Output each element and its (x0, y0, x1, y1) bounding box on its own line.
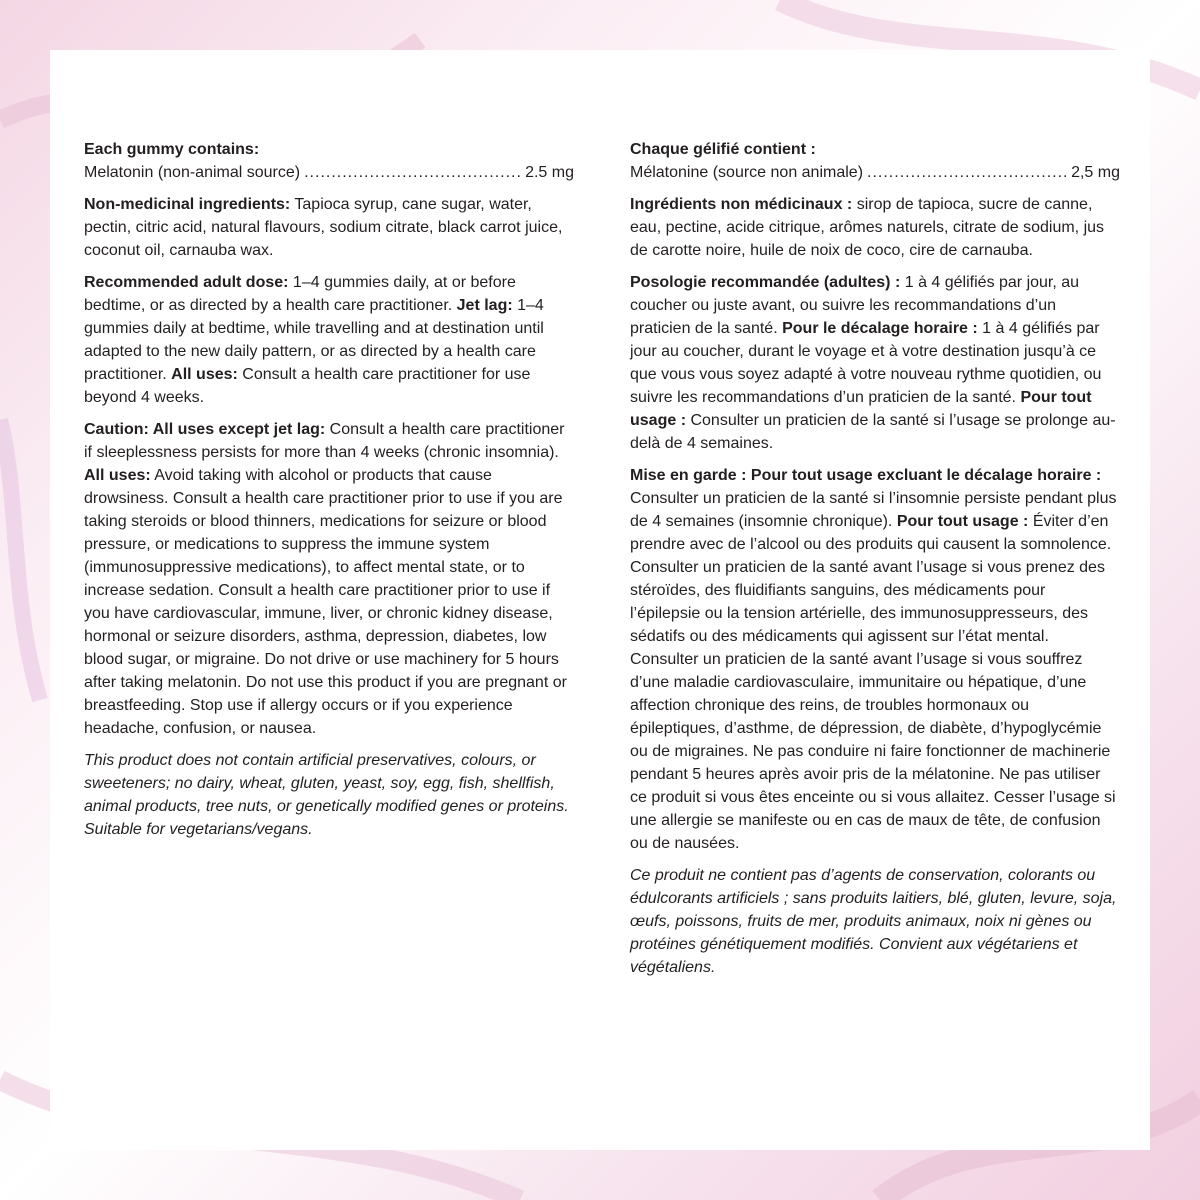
caution-alluses-text-fr: Éviter d’en prendre avec de l’alcool ou des produits qui causent la somnolence. Consulter un praticien de la santé avant l’usage si vous prenez des stéroïdes, des fluidifiants sanguins, des médicaments pour l’épilepsie ou la tension artérielle, des immunosuppresseurs, des sédatifs ou des médicaments qui agissent sur l’état mental. Consulter un praticien de la santé avant l’usage si vous souffrez d’une maladie cardiovasculaire, immunitaire ou hépatique, d’une affection chronique des reins, de troubles hormonaux ou épileptiques, d’asthme, de dépression, de diabète, d’hypoglycémie ou de migraines. Ne pas conduire ni faire fonctionner de machinerie pendant 5 heures après avoir pris de la mélatonine. Ne pas utiliser ce produit si vous êtes enceinte ou si vous allaitez. Cesser l’usage si une allergie se manifeste ou en cas de maux de tête, de confusion ou de nausées. (630, 513, 1116, 852)
medicinal-ingredient-row (84, 161, 574, 184)
nonmedicinal-paragraph-fr (630, 193, 1120, 262)
caution-label-fr: Mise en garde : Pour tout usage excluant le décalage horaire : (630, 467, 1102, 484)
caution-label: Caution: All uses except jet lag: (84, 421, 326, 438)
caution-paragraph (84, 418, 574, 740)
dose-label: Recommended adult dose: (84, 274, 289, 291)
caution-alluses-label: All uses: (84, 467, 151, 484)
dose-paragraph (84, 271, 574, 409)
jetlag-text-fr: 1 à 4 gélifiés par jour au coucher, durant le voyage et à votre destination jusqu’à ce que vous vous soyez adapté à votre nouveau rythme quotidien, ou suivre les recommandations d’un praticien de la santé. (630, 320, 1102, 406)
jetlag-label-fr: Pour le décalage horaire : (782, 320, 978, 337)
caution-paragraph-fr (630, 464, 1120, 855)
dot-leader (304, 161, 521, 184)
alluses-label-fr: Pour tout usage : (630, 389, 1092, 429)
contains-section-fr (630, 138, 1120, 184)
caution-text: Consult a health care practitioner if sleeplessness persists for more than 4 weeks (chronic insomnia). (84, 421, 565, 461)
alluses-text: Consult a health care practitioner for use beyond 4 weeks. (84, 366, 531, 406)
dot-leader-fr (867, 161, 1067, 184)
dose-text: 1–4 gummies daily, at or before bedtime, or as directed by a health care practitioner. (84, 274, 516, 314)
alluses-label: All uses: (171, 366, 238, 383)
nonmedicinal-label-fr: Ingrédients non médicinaux : (630, 196, 853, 213)
nonmedicinal-label: Non-medicinal ingredients: (84, 196, 291, 213)
dose-paragraph-fr (630, 271, 1120, 455)
caution-alluses-text: Avoid taking with alcohol or products that cause drowsiness. Consult a health care practitioner prior to use if you are taking steroids or blood thinners, medications for seizure or blood pressure, or medications to suppress the immune system (immunosuppressive medications), to affect mental state, or to increase sedation. Consult a health care practitioner prior to use if you have cardiovascular, immune, liver, or chronic kidney disease, hormonal or seizure disorders, asthma, depression, diabetes, low blood sugar, or migraine. Do not drive or use machinery for 5 hours after taking melatonin. Do not use this product if you are pregnant or breastfeeding. Stop use if allergy occurs or if you experience headache, confusion, or nausea. (84, 467, 567, 737)
alluses-text-fr: Consulter un praticien de la santé si l’usage se prolonge au-delà de 4 semaines. (630, 412, 1116, 452)
english-column (84, 138, 574, 850)
medicinal-ingredient-amount: 2.5 mg (525, 164, 574, 181)
free-from-statement-fr: Ce produit ne contient pas d’agents de conservation, colorants ou édulcorants artificiels ; sans produits laitiers, blé, gluten, levure, soja, œufs, poissons, fruits de mer, produits animaux, noix ni gènes ou protéines génétiquement modifiés. Convient aux végétariens et végétaliens. (630, 867, 1117, 976)
jetlag-label: Jet lag: (456, 297, 513, 314)
medicinal-ingredient-name-fr: Mélatonine (source non animale) (630, 164, 864, 181)
dose-label-fr: Posologie recommandée (adultes) : (630, 274, 901, 291)
caution-alluses-label-fr: Pour tout usage : (896, 513, 1029, 530)
label-panel (50, 50, 1150, 1150)
nonmedicinal-text: Tapioca syrup, cane sugar, water, pectin, citric acid, natural flavours, sodium citrate, black carrot juice, coconut oil, carnauba wax. (84, 196, 563, 259)
medicinal-ingredient-name: Melatonin (non-animal source) (84, 164, 301, 181)
nonmedicinal-paragraph (84, 193, 574, 262)
free-from-statement: This product does not contain artificial preservatives, colours, or sweeteners; no dairy, wheat, gluten, yeast, soy, egg, fish, shellfish, animal products, tree nuts, or genetically modified genes or proteins. Suitable for vegetarians/vegans. (84, 752, 569, 838)
medicinal-ingredient-amount-fr: 2,5 mg (1071, 164, 1120, 181)
french-column (630, 138, 1120, 988)
medicinal-ingredient-row-fr (630, 161, 1120, 184)
contains-section-en (84, 138, 574, 184)
caution-text-fr: Consulter un praticien de la santé si l’insomnie persiste pendant plus de 4 semaines (insomnie chronique). (630, 490, 1117, 530)
dose-text-fr: 1 à 4 gélifiés par jour, au coucher ou juste avant, ou suivre les recommandations d’un praticien de la santé. (630, 274, 1080, 337)
jetlag-text: 1–4 gummies daily at bedtime, while travelling and at destination until adapted to the new daily pattern, or as directed by a health care practitioner. (84, 297, 544, 383)
contains-heading-fr: Chaque gélifié contient : (630, 141, 816, 158)
contains-heading: Each gummy contains: (84, 141, 260, 158)
nonmedicinal-text-fr: sirop de tapioca, sucre de canne, eau, pectine, acide citrique, arômes naturels, citrate de sodium, jus de carotte noire, huile de noix de coco, cire de carnauba. (630, 196, 1105, 259)
